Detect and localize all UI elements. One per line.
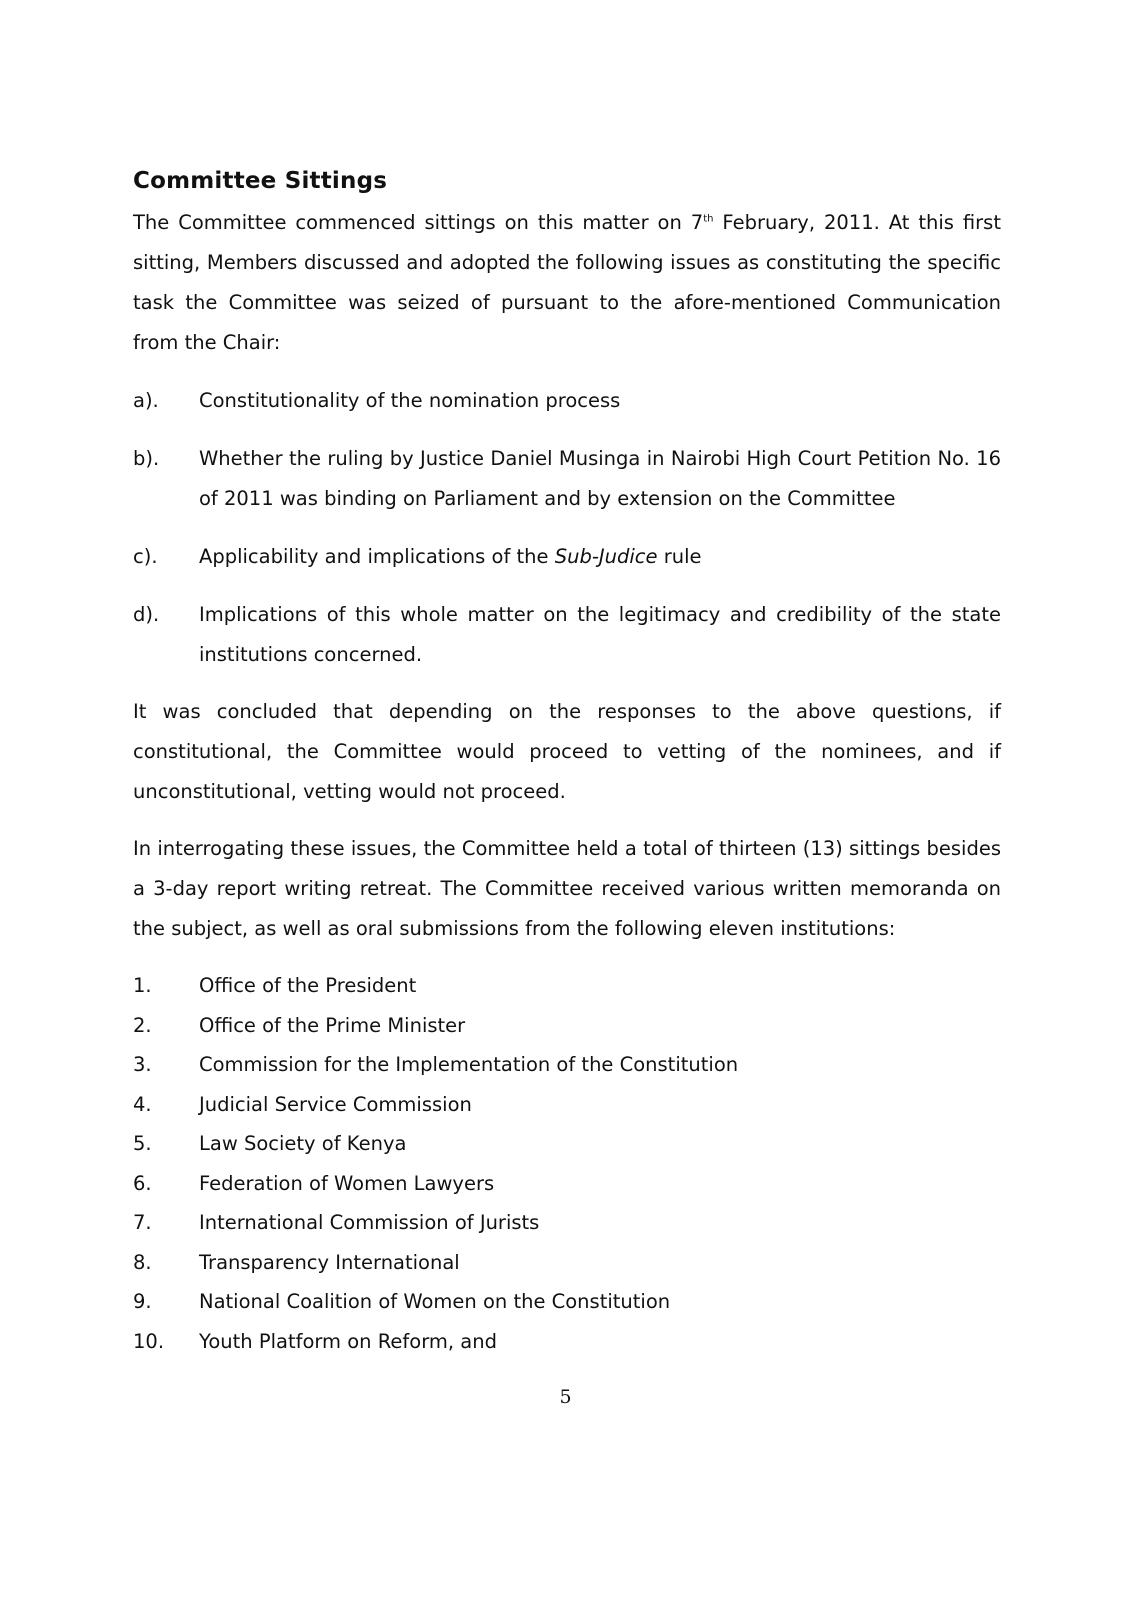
list-item: [133, 1085, 1001, 1125]
issue-item-c: [133, 537, 1001, 577]
list-number: 1.: [133, 974, 152, 997]
list-number: 8.: [133, 1250, 152, 1274]
list-text: Judicial Service Commission: [199, 1092, 472, 1116]
issue-text: [199, 537, 1001, 577]
list-text: Youth Platform on Reform, and: [199, 1329, 497, 1353]
list-number: 3.: [133, 1053, 152, 1076]
list-text: National Coalition of Women on the Constitution: [199, 1290, 671, 1313]
issue-label: c).: [133, 545, 158, 568]
list-text: Commission for the Implementation of the Constitution: [199, 1053, 739, 1076]
issue-text-start: Applicability and implications of the: [199, 545, 555, 568]
issue-label: d).: [133, 603, 160, 626]
list-item: [133, 1243, 1001, 1283]
list-number: 10.: [133, 1329, 165, 1353]
list-text: Federation of Women Lawyers: [199, 1171, 495, 1195]
list-text: International Commission of Jurists: [199, 1211, 540, 1234]
interrogating-paragraph: In interrogating these issues, the Committee held a total of thirteen (13) sittings besides a 3-day report writing retreat. The Committee received various written memoranda on the subject, as well as oral submissions from the following eleven institutions:: [133, 837, 1001, 940]
institutions-list: [133, 966, 1001, 1361]
list-number: 4.: [133, 1092, 152, 1116]
list-item: [133, 966, 1001, 1006]
list-item: [133, 1282, 1001, 1322]
issue-label: b).: [133, 447, 160, 470]
page-number: 5: [559, 1386, 572, 1408]
list-number: 9.: [133, 1290, 152, 1313]
intro-text-start: The Committee commenced sittings on this matter on 7: [133, 211, 704, 234]
issue-label: a).: [133, 389, 159, 412]
list-item: [133, 1124, 1001, 1164]
issue-text: Implications of this whole matter on the legitimacy and credibility of the state institutions concerned.: [199, 603, 1001, 666]
issue-item-b: [133, 439, 1001, 519]
list-item: [133, 1203, 1001, 1243]
issue-text: Whether the ruling by Justice Daniel Musinga in Nairobi High Court Petition No. 16 of 2011 was binding on Parliament and by extension on the Committee: [199, 447, 1001, 510]
issue-item-d: [133, 595, 1001, 675]
list-item: [133, 1045, 1001, 1085]
list-number: 6.: [133, 1171, 152, 1195]
conclusion-paragraph: It was concluded that depending on the responses to the above questions, if constitutional, the Committee would proceed to vetting of the nominees, and if unconstitutional, vetting would not proceed.: [133, 700, 1001, 803]
list-item: [133, 1322, 1001, 1362]
intro-text-end: February, 2011. At this first sitting, Members discussed and adopted the following issues as constituting the specific task the Committee was seized of pursuant to the afore-mentioned Communication from the Chair:: [133, 211, 1001, 354]
list-number: 7.: [133, 1211, 152, 1234]
issue-text-end: rule: [657, 545, 702, 568]
list-text: Office of the Prime Minister: [199, 1013, 466, 1037]
intro-paragraph: [133, 203, 1001, 363]
intro-superscript: th: [703, 213, 714, 225]
list-text: Law Society of Kenya: [199, 1132, 407, 1155]
list-item: [133, 1006, 1001, 1046]
issue-item-a: [133, 381, 1001, 421]
section-heading: Committee Sittings: [133, 168, 388, 194]
list-text: Transparency International: [199, 1250, 460, 1274]
list-number: 2.: [133, 1013, 152, 1037]
list-text: Office of the President: [199, 974, 417, 997]
issue-text-italic: Sub-Judice: [554, 545, 658, 568]
document-page: [133, 165, 1001, 1361]
list-number: 5.: [133, 1132, 152, 1155]
list-item: [133, 1164, 1001, 1204]
issue-text: Constitutionality of the nomination process: [199, 389, 621, 412]
